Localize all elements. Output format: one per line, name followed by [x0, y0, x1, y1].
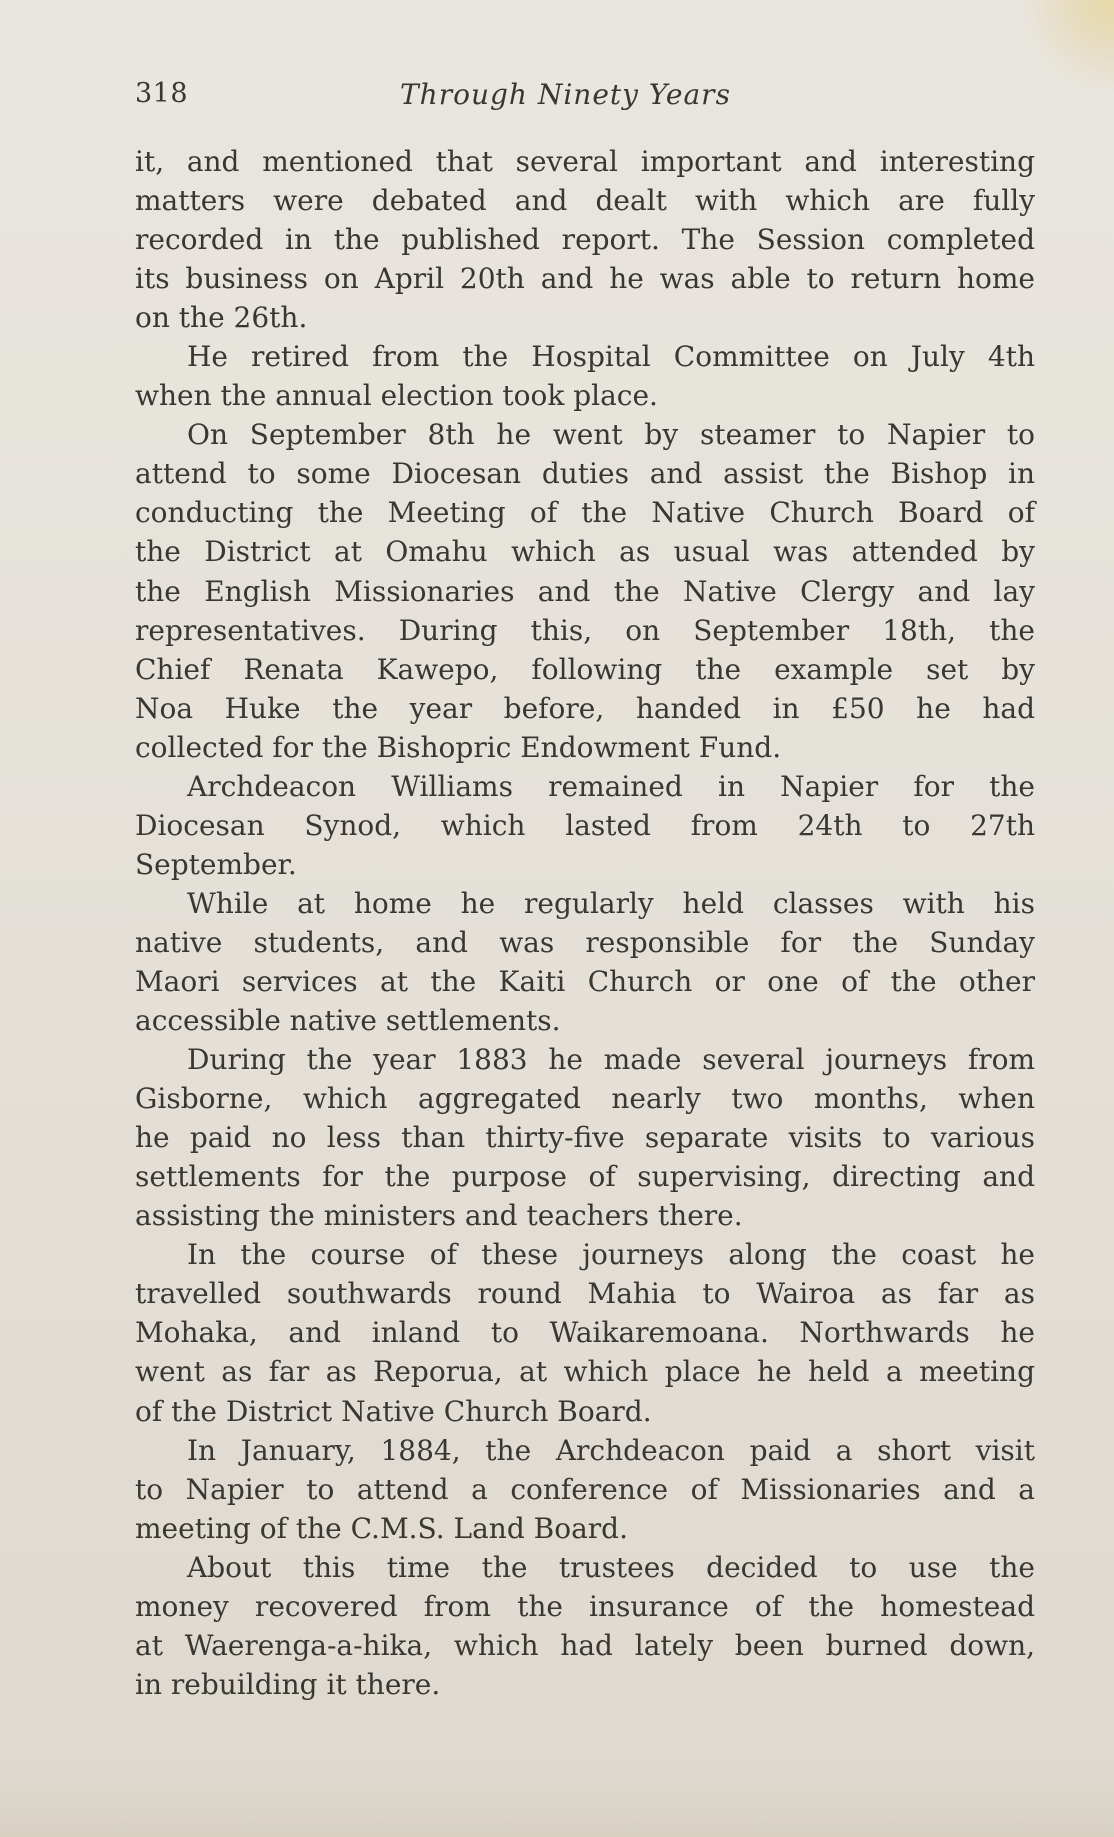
text-line: Mohaka, and inland to Waikaremoana. Northwards he — [135, 1316, 1035, 1350]
text-line: native students, and was responsible for the Sunday — [135, 925, 1035, 959]
text-line: Chief Renata Kawepo, following the example set by — [135, 652, 1035, 686]
text-line: it, and mentioned that several important and interesting — [135, 145, 1035, 178]
text-line: About this time the trustees decided to use the — [187, 1550, 1035, 1584]
text-line: of the District Native Church Board. — [135, 1394, 652, 1428]
text-line: In the course of these journeys along the coast he — [187, 1238, 1035, 1272]
text-line: at Waerenga-a-hika, which had lately been burned down, — [135, 1628, 1035, 1662]
running-title: Through Ninety Years — [400, 78, 731, 111]
text-line: While at home he regularly held classes with his — [187, 886, 1035, 920]
text-line: He retired from the Hospital Committee on July 4th — [187, 340, 1035, 374]
text-line: conducting the Meeting of the Native Church Board of — [135, 496, 1035, 530]
page-corner-stain — [1024, 0, 1114, 90]
text-line: went as far as Reporua, at which place he held a meeting — [135, 1355, 1035, 1389]
text-line: he paid no less than thirty-five separate visits to various — [135, 1121, 1035, 1155]
text-line: travelled southwards round Mahia to Wairoa as far as — [135, 1277, 1035, 1311]
text-line: representatives. During this, on September 18th, the — [135, 613, 1035, 647]
text-line: In January, 1884, the Archdeacon paid a short visit — [187, 1433, 1035, 1467]
text-line: to Napier to attend a conference of Missionaries and a — [135, 1472, 1035, 1506]
text-line: On September 8th he went by steamer to Napier to — [187, 418, 1035, 452]
text-line: on the 26th. — [135, 301, 308, 335]
text-line: Archdeacon Williams remained in Napier for the — [187, 769, 1035, 803]
text-line: when the annual election took place. — [135, 379, 658, 413]
page-header — [135, 78, 1035, 122]
text-line: accessible native settlements. — [135, 1004, 561, 1038]
text-line: recorded in the published report. The Session completed — [135, 223, 1035, 257]
text-line: assisting the ministers and teachers there. — [135, 1199, 743, 1233]
page-bottom-shading — [0, 1767, 1114, 1837]
text-line: money recovered from the insurance of the homestead — [135, 1589, 1035, 1623]
text-line: September. — [135, 847, 297, 881]
text-line: its business on April 20th and he was able to return home — [135, 262, 1035, 296]
text-line: Noa Huke the year before, handed in £50 he had — [135, 691, 1035, 725]
text-line: matters were debated and dealt with which are fully — [135, 184, 1035, 218]
text-line: Diocesan Synod, which lasted from 24th to 27th — [135, 808, 1035, 842]
text-line: the District at Omahu which as usual was attended by — [135, 535, 1035, 569]
body-text — [135, 142, 1035, 1704]
page-number: 318 — [135, 78, 189, 109]
text-line: During the year 1883 he made several journeys from — [187, 1043, 1035, 1077]
text-line: attend to some Diocesan duties and assist the Bishop in — [135, 457, 1035, 491]
text-line: in rebuilding it there. — [135, 1667, 441, 1701]
text-line: Gisborne, which aggregated nearly two months, when — [135, 1082, 1035, 1116]
text-line: Maori services at the Kaiti Church or one of the other — [135, 964, 1035, 998]
text-line: the English Missionaries and the Native Clergy and lay — [135, 574, 1035, 608]
text-line: settlements for the purpose of supervising, directing and — [135, 1160, 1035, 1194]
text-line: collected for the Bishopric Endowment Fund. — [135, 730, 782, 764]
text-line: meeting of the C.M.S. Land Board. — [135, 1511, 628, 1545]
